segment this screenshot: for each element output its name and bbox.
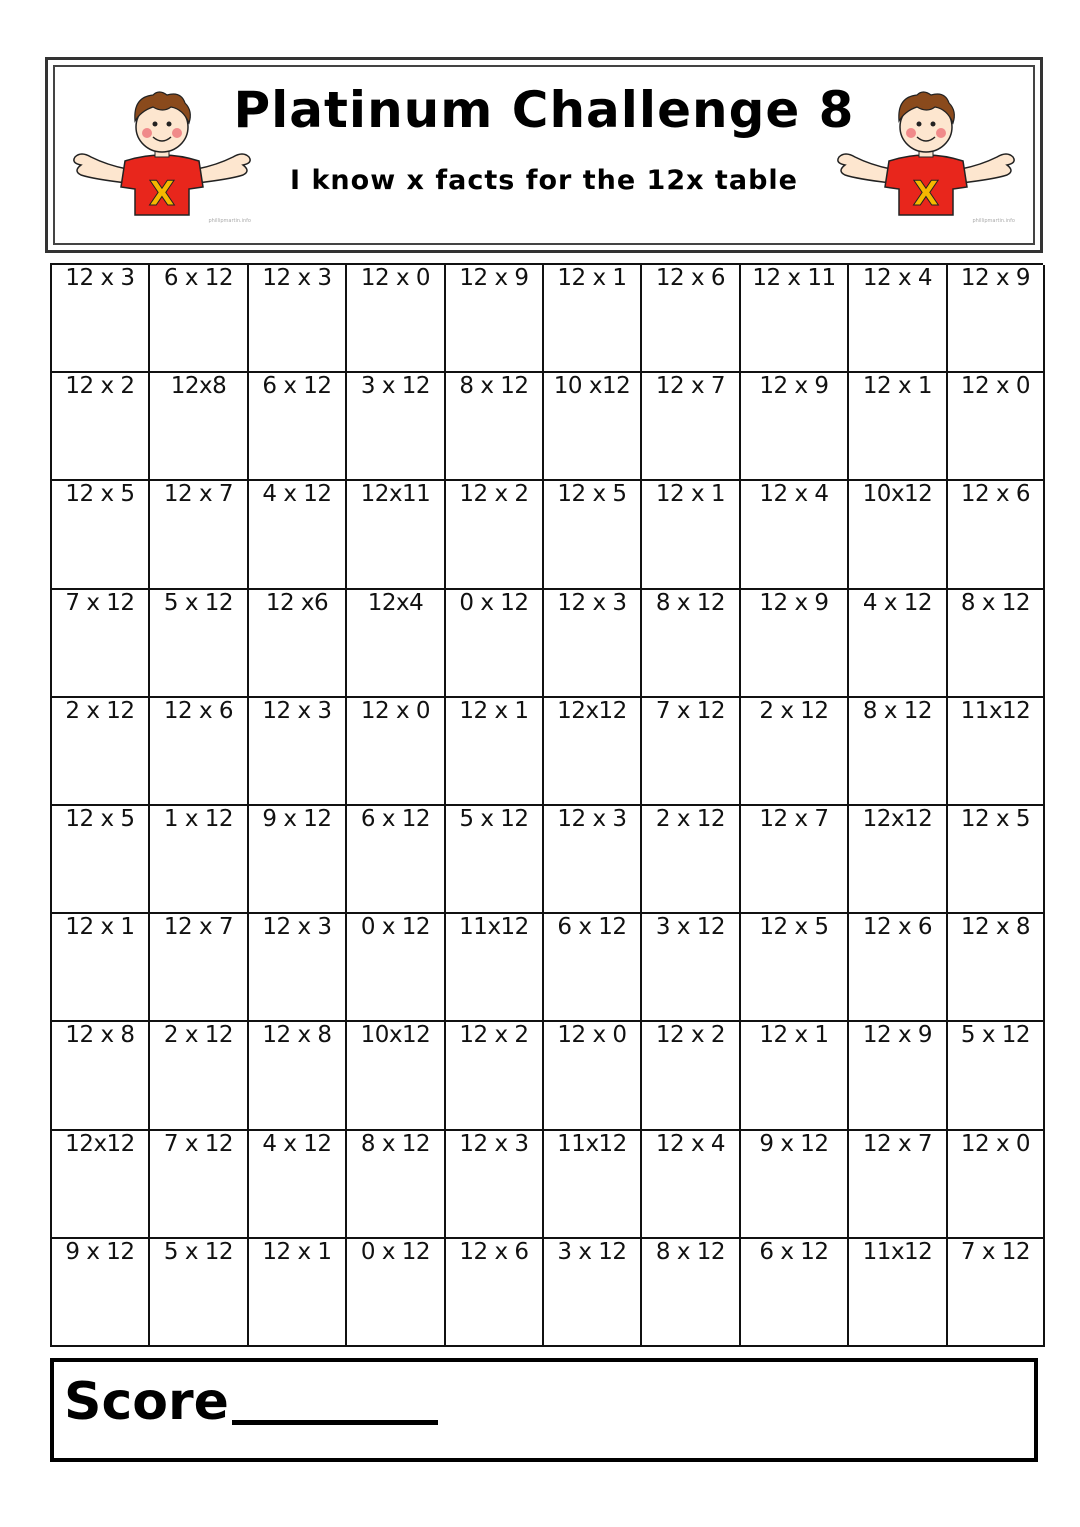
fact-question: 12 x 3 xyxy=(262,914,332,941)
fact-question: 11x12 xyxy=(862,1238,933,1265)
fact-cell[interactable] xyxy=(249,481,347,589)
fact-question: 3 x 12 xyxy=(557,1238,627,1265)
fact-question: 12x8 xyxy=(170,373,227,400)
fact-question: 10 x12 xyxy=(553,373,631,400)
fact-cell[interactable] xyxy=(347,1131,446,1239)
fact-cell[interactable] xyxy=(52,373,150,481)
mascot-credit: phillipmartin.info xyxy=(208,218,251,224)
fact-question: 12 x 2 xyxy=(459,1022,529,1049)
fact-cell[interactable] xyxy=(150,590,249,698)
fact-cell[interactable] xyxy=(849,590,948,698)
fact-question: 12x12 xyxy=(557,697,627,724)
fact-question: 4 x 12 xyxy=(262,1130,332,1157)
fact-cell[interactable] xyxy=(642,590,741,698)
fact-question: 0 x 12 xyxy=(459,589,529,616)
fact-question: 12 x 4 xyxy=(862,265,933,291)
fact-cell[interactable] xyxy=(446,1022,544,1130)
fact-cell[interactable] xyxy=(642,373,741,481)
fact-question: 8 x 12 xyxy=(862,697,933,724)
fact-question: 12 x6 xyxy=(265,589,329,616)
fact-cell[interactable] xyxy=(249,1131,347,1239)
fact-cell[interactable] xyxy=(741,914,849,1022)
fact-cell[interactable] xyxy=(150,1131,249,1239)
fact-cell[interactable] xyxy=(52,1022,150,1130)
fact-cell[interactable] xyxy=(52,1239,150,1347)
fact-cell[interactable] xyxy=(249,1239,347,1347)
fact-question: 12 x 7 xyxy=(655,373,726,400)
fact-question: 9 x 12 xyxy=(65,1238,135,1265)
fact-question: 12 x 1 xyxy=(459,697,529,724)
fact-cell[interactable] xyxy=(642,806,741,914)
fact-question: 8 x 12 xyxy=(459,373,529,400)
fact-cell[interactable] xyxy=(849,1022,948,1130)
fact-question: 12 x 8 xyxy=(960,914,1031,941)
fact-question: 12 x 4 xyxy=(655,1130,726,1157)
fact-question: 7 x 12 xyxy=(655,697,726,724)
fact-cell[interactable] xyxy=(948,1239,1045,1347)
fact-cell[interactable] xyxy=(948,914,1045,1022)
fact-cell[interactable] xyxy=(849,481,948,589)
fact-cell[interactable] xyxy=(948,590,1045,698)
fact-question: 12 x 7 xyxy=(163,481,234,508)
fact-cell[interactable] xyxy=(741,698,849,806)
fact-cell[interactable] xyxy=(249,265,347,373)
fact-cell[interactable] xyxy=(52,265,150,373)
fact-question: 12 x 1 xyxy=(65,914,135,941)
fact-question: 11x12 xyxy=(960,697,1031,724)
page-title: Platinum Challenge 8 xyxy=(233,81,855,139)
fact-cell[interactable] xyxy=(849,373,948,481)
header-inner-frame xyxy=(53,65,1035,245)
fact-cell[interactable] xyxy=(741,373,849,481)
svg-text:X: X xyxy=(912,174,940,214)
fact-cell[interactable] xyxy=(150,698,249,806)
fact-question: 12 x 8 xyxy=(65,1022,135,1049)
fact-cell[interactable] xyxy=(52,806,150,914)
fact-cell[interactable] xyxy=(347,698,446,806)
fact-question: 8 x 12 xyxy=(960,589,1031,616)
fact-question: 12x12 xyxy=(65,1130,135,1157)
fact-cell[interactable] xyxy=(347,373,446,481)
score-answer-line[interactable] xyxy=(232,1420,438,1425)
fact-question: 12 x 3 xyxy=(65,265,135,291)
fact-cell[interactable] xyxy=(741,806,849,914)
fact-question: 0 x 12 xyxy=(360,1238,431,1265)
fact-cell[interactable] xyxy=(249,373,347,481)
fact-question: 9 x 12 xyxy=(262,805,332,832)
mascot-credit: phillipmartin.info xyxy=(972,218,1015,224)
score-box xyxy=(50,1358,1038,1462)
fact-cell[interactable] xyxy=(544,590,642,698)
fact-cell[interactable] xyxy=(544,806,642,914)
fact-question: 5 x 12 xyxy=(163,1238,234,1265)
fact-cell[interactable] xyxy=(249,1022,347,1130)
fact-cell[interactable] xyxy=(741,1131,849,1239)
fact-cell[interactable] xyxy=(741,1022,849,1130)
fact-cell[interactable] xyxy=(741,590,849,698)
score-label: Score xyxy=(64,1372,229,1432)
fact-question: 12 x 5 xyxy=(759,914,829,941)
fact-question: 11x12 xyxy=(459,914,529,941)
fact-cell[interactable] xyxy=(446,590,544,698)
fact-question: 12 x 2 xyxy=(459,481,529,508)
fact-cell[interactable] xyxy=(150,373,249,481)
fact-cell[interactable] xyxy=(150,914,249,1022)
fact-question: 12 x 7 xyxy=(759,805,829,832)
fact-cell[interactable] xyxy=(544,1239,642,1347)
fact-question: 12 x 1 xyxy=(862,373,933,400)
fact-cell[interactable] xyxy=(642,1239,741,1347)
fact-cell[interactable] xyxy=(347,481,446,589)
fact-question: 12x11 xyxy=(360,481,431,508)
fact-question: 12 x 6 xyxy=(163,697,234,724)
fact-cell[interactable] xyxy=(150,1239,249,1347)
fact-question: 12x4 xyxy=(367,589,424,616)
facts-grid xyxy=(50,263,1043,1347)
fact-question: 12 x 1 xyxy=(655,481,726,508)
fact-cell[interactable] xyxy=(446,806,544,914)
fact-cell[interactable] xyxy=(948,806,1045,914)
fact-question: 12 x 3 xyxy=(262,265,332,291)
fact-cell[interactable] xyxy=(347,590,446,698)
fact-cell[interactable] xyxy=(347,1022,446,1130)
fact-question: 12 x 6 xyxy=(655,265,726,291)
fact-cell[interactable] xyxy=(642,1022,741,1130)
fact-cell[interactable] xyxy=(52,1131,150,1239)
fact-cell[interactable] xyxy=(52,481,150,589)
fact-question: 7 x 12 xyxy=(960,1238,1031,1265)
fact-question: 7 x 12 xyxy=(65,589,135,616)
fact-cell[interactable] xyxy=(347,806,446,914)
fact-question: 5 x 12 xyxy=(960,1022,1031,1049)
fact-question: 12x12 xyxy=(862,805,933,832)
fact-cell[interactable] xyxy=(948,698,1045,806)
fact-cell[interactable] xyxy=(446,373,544,481)
fact-question: 12 x 1 xyxy=(262,1238,332,1265)
fact-question: 12 x 0 xyxy=(360,697,431,724)
fact-question: 0 x 12 xyxy=(360,914,431,941)
fact-question: 12 x 9 xyxy=(759,373,829,400)
fact-cell[interactable] xyxy=(642,481,741,589)
fact-question: 12 x 9 xyxy=(960,265,1031,291)
fact-question: 6 x 12 xyxy=(557,914,627,941)
svg-text:X: X xyxy=(148,174,176,214)
fact-question: 12 x 6 xyxy=(960,481,1031,508)
fact-cell[interactable] xyxy=(642,698,741,806)
fact-cell[interactable] xyxy=(544,1022,642,1130)
fact-cell[interactable] xyxy=(249,590,347,698)
fact-question: 12 x 6 xyxy=(459,1238,529,1265)
fact-question: 12 x 0 xyxy=(557,1022,627,1049)
fact-question: 12 x 7 xyxy=(862,1130,933,1157)
page-subtitle: I know x facts for the 12x table xyxy=(290,165,798,196)
fact-cell[interactable] xyxy=(642,1131,741,1239)
fact-question: 4 x 12 xyxy=(862,589,933,616)
fact-question: 3 x 12 xyxy=(655,914,726,941)
fact-question: 11x12 xyxy=(557,1130,627,1157)
fact-cell[interactable] xyxy=(741,481,849,589)
fact-cell[interactable] xyxy=(52,590,150,698)
fact-question: 6 x 12 xyxy=(262,373,332,400)
fact-cell[interactable] xyxy=(948,1131,1045,1239)
fact-cell[interactable] xyxy=(544,373,642,481)
fact-cell[interactable] xyxy=(642,914,741,1022)
fact-question: 6 x 12 xyxy=(360,805,431,832)
fact-question: 6 x 12 xyxy=(163,265,234,291)
fact-cell[interactable] xyxy=(150,481,249,589)
fact-question: 12 x 3 xyxy=(557,589,627,616)
fact-cell[interactable] xyxy=(741,1239,849,1347)
fact-question: 10x12 xyxy=(360,1022,431,1049)
fact-question: 10x12 xyxy=(862,481,933,508)
fact-question: 12 x 9 xyxy=(759,589,829,616)
fact-cell[interactable] xyxy=(741,265,849,373)
fact-cell[interactable] xyxy=(446,698,544,806)
fact-question: 12 x 9 xyxy=(459,265,529,291)
fact-cell[interactable] xyxy=(642,265,741,373)
fact-cell[interactable] xyxy=(446,1131,544,1239)
header-banner xyxy=(45,57,1043,253)
fact-question: 5 x 12 xyxy=(163,589,234,616)
fact-question: 12 x 8 xyxy=(262,1022,332,1049)
fact-question: 12 x 6 xyxy=(862,914,933,941)
fact-question: 12 x 1 xyxy=(759,1022,829,1049)
fact-cell[interactable] xyxy=(849,1131,948,1239)
fact-cell[interactable] xyxy=(446,481,544,589)
fact-cell[interactable] xyxy=(849,914,948,1022)
fact-cell[interactable] xyxy=(544,265,642,373)
fact-cell[interactable] xyxy=(150,806,249,914)
fact-question: 12 x 11 xyxy=(752,265,836,291)
fact-cell[interactable] xyxy=(849,806,948,914)
fact-question: 2 x 12 xyxy=(65,697,135,724)
fact-cell[interactable] xyxy=(948,1022,1045,1130)
fact-cell[interactable] xyxy=(249,698,347,806)
fact-question: 12 x 0 xyxy=(960,1130,1031,1157)
fact-question: 12 x 5 xyxy=(65,805,135,832)
fact-cell[interactable] xyxy=(544,698,642,806)
fact-question: 2 x 12 xyxy=(655,805,726,832)
fact-question: 12 x 5 xyxy=(960,805,1031,832)
fact-cell[interactable] xyxy=(948,481,1045,589)
fact-cell[interactable] xyxy=(544,1131,642,1239)
fact-question: 8 x 12 xyxy=(655,1238,726,1265)
fact-question: 2 x 12 xyxy=(759,697,829,724)
fact-question: 1 x 12 xyxy=(163,805,234,832)
fact-question: 12 x 4 xyxy=(759,481,829,508)
fact-question: 9 x 12 xyxy=(759,1130,829,1157)
fact-question: 12 x 2 xyxy=(655,1022,726,1049)
fact-cell[interactable] xyxy=(544,914,642,1022)
fact-question: 8 x 12 xyxy=(360,1130,431,1157)
fact-cell[interactable] xyxy=(249,806,347,914)
fact-question: 3 x 12 xyxy=(360,373,431,400)
fact-cell[interactable] xyxy=(150,265,249,373)
fact-cell[interactable] xyxy=(544,481,642,589)
fact-cell[interactable] xyxy=(849,1239,948,1347)
fact-question: 12 x 5 xyxy=(557,481,627,508)
fact-question: 12 x 5 xyxy=(65,481,135,508)
fact-question: 12 x 0 xyxy=(960,373,1031,400)
fact-cell[interactable] xyxy=(849,698,948,806)
fact-question: 12 x 2 xyxy=(65,373,135,400)
fact-cell[interactable] xyxy=(52,698,150,806)
fact-cell[interactable] xyxy=(446,1239,544,1347)
fact-question: 12 x 1 xyxy=(557,265,627,291)
fact-question: 12 x 9 xyxy=(862,1022,933,1049)
fact-cell[interactable] xyxy=(52,914,150,1022)
fact-cell[interactable] xyxy=(347,265,446,373)
fact-question: 5 x 12 xyxy=(459,805,529,832)
fact-question: 12 x 3 xyxy=(262,697,332,724)
fact-cell[interactable] xyxy=(446,914,544,1022)
fact-question: 6 x 12 xyxy=(759,1238,829,1265)
fact-cell[interactable] xyxy=(249,914,347,1022)
fact-cell[interactable] xyxy=(446,265,544,373)
fact-question: 12 x 3 xyxy=(459,1130,529,1157)
fact-cell[interactable] xyxy=(849,265,948,373)
fact-cell[interactable] xyxy=(150,1022,249,1130)
fact-cell[interactable] xyxy=(948,373,1045,481)
fact-question: 12 x 3 xyxy=(557,805,627,832)
fact-cell[interactable] xyxy=(347,914,446,1022)
mascot-right-icon xyxy=(831,87,1021,222)
fact-question: 12 x 7 xyxy=(163,914,234,941)
fact-cell[interactable] xyxy=(948,265,1045,373)
fact-question: 2 x 12 xyxy=(163,1022,234,1049)
fact-cell[interactable] xyxy=(347,1239,446,1347)
fact-question: 7 x 12 xyxy=(163,1130,234,1157)
fact-question: 12 x 0 xyxy=(360,265,431,291)
fact-question: 8 x 12 xyxy=(655,589,726,616)
fact-question: 4 x 12 xyxy=(262,481,332,508)
